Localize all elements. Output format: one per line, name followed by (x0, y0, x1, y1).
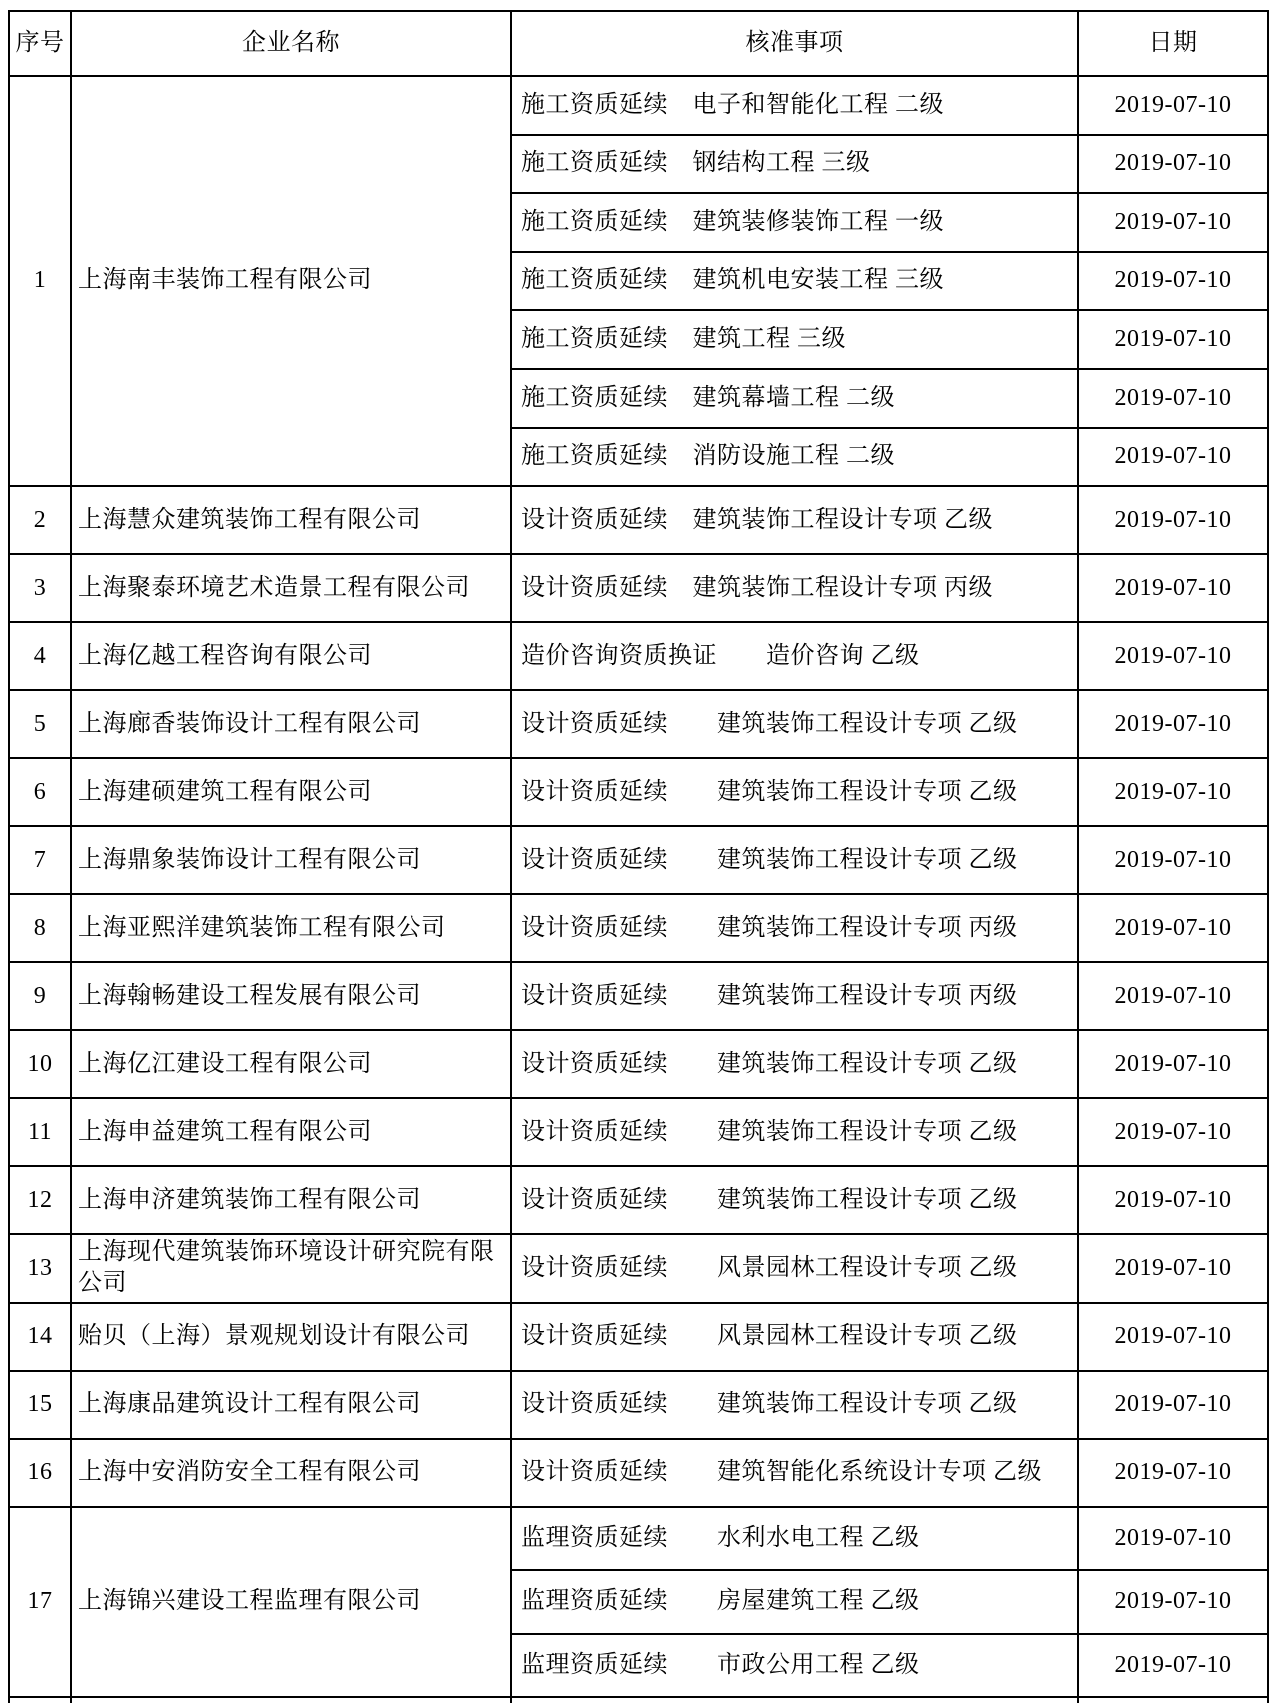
table-row (9, 690, 1268, 758)
date-cell: 2019-07-10 (1078, 135, 1268, 194)
item-cell: 设计资质延续 建筑装饰工程设计专项 乙级 (511, 1030, 1078, 1098)
company-cell: 上海现代建筑装饰环境设计研究院有限公司 (71, 1234, 511, 1302)
company-cell: 上海建硕建筑工程有限公司 (71, 758, 511, 826)
index-cell: 14 (9, 1303, 71, 1371)
date-cell: 2019-07-10 (1078, 962, 1268, 1030)
date-cell: 2019-07-10 (1078, 1439, 1268, 1507)
item-cell: 设计资质延续 建筑装饰工程设计专项 丙级 (511, 894, 1078, 962)
index-cell: 15 (9, 1371, 71, 1439)
item-cell: 设计资质延续 建筑装饰工程设计专项 丙级 (511, 554, 1078, 622)
table-header (9, 11, 1268, 76)
company-cell: 上海申济建筑装饰工程有限公司 (71, 1166, 511, 1234)
item-cell: 施工资质延续 电子和智能化工程 二级 (511, 76, 1078, 135)
table-row (9, 1303, 1268, 1371)
header-index: 序号 (9, 11, 71, 76)
table-row (9, 826, 1268, 894)
table-row (9, 894, 1268, 962)
item-cell: 监理资质延续 市政公用工程 乙级 (511, 1634, 1078, 1698)
date-cell: 2019-07-10 (1078, 76, 1268, 135)
table-row (9, 1507, 1268, 1571)
table-row (9, 1371, 1268, 1439)
table-row (9, 554, 1268, 622)
item-cell: 造价咨询资质换证 造价咨询 乙级 (511, 622, 1078, 690)
item-cell: 设计资质延续 建筑装饰工程设计专项 丙级 (511, 962, 1078, 1030)
table-body (9, 76, 1268, 1703)
item-cell: 设计资质延续 建筑装饰工程设计专项 乙级 (511, 1371, 1078, 1439)
date-cell: 2019-07-10 (1078, 894, 1268, 962)
date-cell: 2019-07-10 (1078, 252, 1268, 311)
item-cell: 设计资质延续 建筑装饰工程设计专项 乙级 (511, 1166, 1078, 1234)
company-cell: 上海翰畅建设工程发展有限公司 (71, 962, 511, 1030)
date-cell: 2019-07-10 (1078, 1098, 1268, 1166)
item-cell: 施工资质延续 消防设施工程 二级 (511, 428, 1078, 487)
index-cell: 16 (9, 1439, 71, 1507)
item-cell: 施工资质延续 建筑幕墙工程 二级 (511, 369, 1078, 428)
table-row (9, 622, 1268, 690)
date-cell: 2019-07-10 (1078, 486, 1268, 554)
index-cell: 17 (9, 1507, 71, 1698)
index-cell: 5 (9, 690, 71, 758)
item-cell: 施工资质延续 建筑装修装饰工程 一级 (511, 193, 1078, 252)
index-cell: 1 (9, 76, 71, 486)
company-cell: 上海康品建筑设计工程有限公司 (71, 1371, 511, 1439)
company-cell: 上海锦兴建设工程监理有限公司 (71, 1507, 511, 1698)
header-row (9, 11, 1268, 76)
table-row (9, 1234, 1268, 1302)
index-cell: 11 (9, 1098, 71, 1166)
item-cell: 设计资质延续 建筑装饰工程设计专项 乙级 (511, 690, 1078, 758)
index-cell: 10 (9, 1030, 71, 1098)
item-cell: 设计资质延续 建筑智能化系统设计专项 乙级 (511, 1439, 1078, 1507)
index-cell: 7 (9, 826, 71, 894)
date-cell: 2019-07-10 (1078, 310, 1268, 369)
item-cell: 监理资质延续 房屋建筑工程 乙级 (511, 1570, 1078, 1634)
table-row (9, 1166, 1268, 1234)
company-cell: 上海鼎象装饰设计工程有限公司 (71, 826, 511, 894)
item-cell: 施工资质延续 建筑机电安装工程 三级 (511, 252, 1078, 311)
company-cell: 上海亿越工程咨询有限公司 (71, 622, 511, 690)
date-cell: 2019-07-10 (1078, 1166, 1268, 1234)
date-cell: 2019-07-10 (1078, 1570, 1268, 1634)
empty-cell (1078, 1697, 1268, 1703)
item-cell: 设计资质延续 建筑装饰工程设计专项 乙级 (511, 758, 1078, 826)
item-cell: 设计资质延续 建筑装饰工程设计专项 乙级 (511, 486, 1078, 554)
table-row (9, 962, 1268, 1030)
index-cell: 8 (9, 894, 71, 962)
header-item: 核准事项 (511, 11, 1078, 76)
company-cell: 上海亚熙洋建筑装饰工程有限公司 (71, 894, 511, 962)
date-cell: 2019-07-10 (1078, 1030, 1268, 1098)
company-cell: 上海亿江建设工程有限公司 (71, 1030, 511, 1098)
date-cell: 2019-07-10 (1078, 826, 1268, 894)
header-company: 企业名称 (71, 11, 511, 76)
item-cell: 设计资质延续 风景园林工程设计专项 乙级 (511, 1234, 1078, 1302)
item-cell: 施工资质延续 建筑工程 三级 (511, 310, 1078, 369)
index-cell: 4 (9, 622, 71, 690)
company-cell: 贻贝（上海）景观规划设计有限公司 (71, 1303, 511, 1371)
item-cell: 施工资质延续 钢结构工程 三级 (511, 135, 1078, 194)
date-cell: 2019-07-10 (1078, 1507, 1268, 1571)
header-date: 日期 (1078, 11, 1268, 76)
date-cell: 2019-07-10 (1078, 554, 1268, 622)
table-row (9, 1439, 1268, 1507)
empty-cell (9, 1697, 71, 1703)
table-row (9, 76, 1268, 135)
partial-next-row (9, 1697, 1268, 1703)
company-cell: 上海聚泰环境艺术造景工程有限公司 (71, 554, 511, 622)
date-cell: 2019-07-10 (1078, 1634, 1268, 1698)
item-cell: 设计资质延续 建筑装饰工程设计专项 乙级 (511, 1098, 1078, 1166)
table-row (9, 1030, 1268, 1098)
date-cell: 2019-07-10 (1078, 690, 1268, 758)
empty-cell (71, 1697, 511, 1703)
date-cell: 2019-07-10 (1078, 1371, 1268, 1439)
company-cell: 上海中安消防安全工程有限公司 (71, 1439, 511, 1507)
date-cell: 2019-07-10 (1078, 1303, 1268, 1371)
date-cell: 2019-07-10 (1078, 369, 1268, 428)
empty-cell (511, 1697, 1078, 1703)
company-cell: 上海慧众建筑装饰工程有限公司 (71, 486, 511, 554)
company-cell: 上海南丰装饰工程有限公司 (71, 76, 511, 486)
company-cell: 上海廊香装饰设计工程有限公司 (71, 690, 511, 758)
approval-table (8, 10, 1269, 1703)
item-cell: 监理资质延续 水利水电工程 乙级 (511, 1507, 1078, 1571)
date-cell: 2019-07-10 (1078, 193, 1268, 252)
table-row (9, 1098, 1268, 1166)
index-cell: 2 (9, 486, 71, 554)
item-cell: 设计资质延续 风景园林工程设计专项 乙级 (511, 1303, 1078, 1371)
index-cell: 6 (9, 758, 71, 826)
index-cell: 13 (9, 1234, 71, 1302)
date-cell: 2019-07-10 (1078, 622, 1268, 690)
date-cell: 2019-07-10 (1078, 428, 1268, 487)
index-cell: 12 (9, 1166, 71, 1234)
company-cell: 上海申益建筑工程有限公司 (71, 1098, 511, 1166)
table-row (9, 758, 1268, 826)
item-cell: 设计资质延续 建筑装饰工程设计专项 乙级 (511, 826, 1078, 894)
index-cell: 3 (9, 554, 71, 622)
table-row (9, 486, 1268, 554)
index-cell: 9 (9, 962, 71, 1030)
date-cell: 2019-07-10 (1078, 758, 1268, 826)
date-cell: 2019-07-10 (1078, 1234, 1268, 1302)
